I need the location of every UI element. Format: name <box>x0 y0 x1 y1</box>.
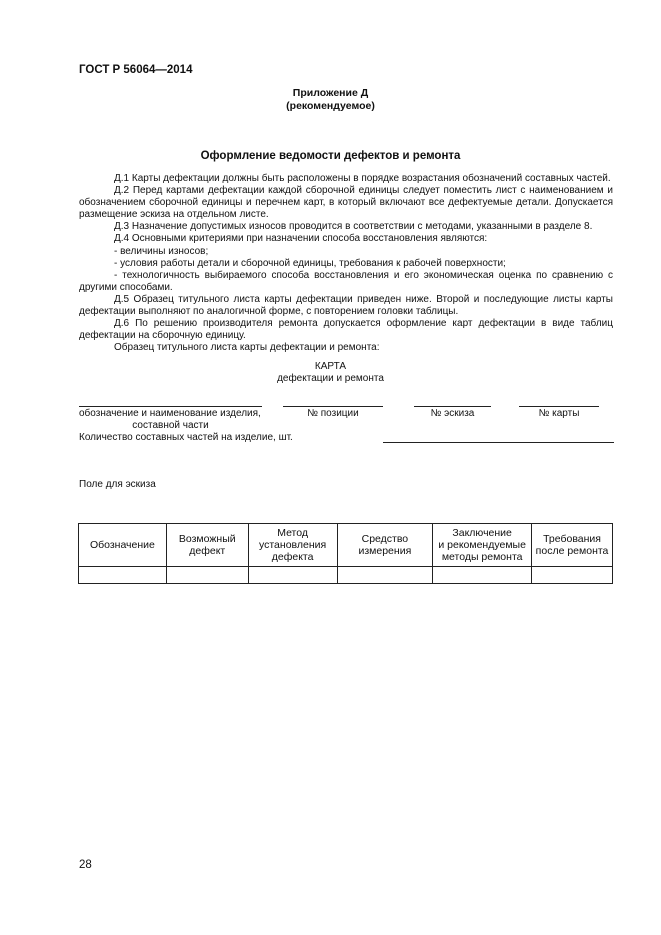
header-measuring-tool: Средство измерения <box>337 524 433 567</box>
paragraph: Д.1 Карты дефектации должны быть расположены в порядке возрастания обозначений составных частей. <box>114 173 611 184</box>
table-cell <box>433 567 532 584</box>
header-designation: Обозначение <box>79 524 167 567</box>
list-item: - технологичность выбираемого способа восстановления и его экономическая оценка по сравнению с другими способами. <box>79 269 613 293</box>
list-item: - величины износов; <box>114 245 209 257</box>
paragraph: Д.4 Основными критериями при назначении способа восстановления являются: <box>114 233 488 245</box>
paragraph: Д.2 Перед картами дефектации каждой сборочной единицы следует поместить лист с наименованием и обозначением сборочной единицы и перечнем карт, в который включают все дефектуемые детали. Допускается размещение эскиза на отдельном листе. <box>79 185 613 221</box>
table-row <box>79 567 613 584</box>
standard-designation: ГОСТ Р 56064—2014 <box>79 64 193 76</box>
sketch-number-label: № эскиза <box>430 408 475 419</box>
body-text <box>79 173 613 354</box>
defect-table <box>78 523 613 584</box>
table-cell <box>166 567 248 584</box>
card-subtitle: дефектации и ремонта <box>277 373 384 384</box>
table-cell <box>248 567 337 584</box>
header-requirements: Требования после ремонта <box>532 524 613 567</box>
appendix-note: (рекомендуемое) <box>286 100 375 112</box>
table-cell <box>532 567 613 584</box>
position-label: № позиции <box>307 408 359 419</box>
paragraph: Д.5 Образец титульного листа карты дефектации приведен ниже. Второй и последующие листы карты дефектации выполняют по аналогичной форме, с повторением головки таблицы. <box>79 293 613 318</box>
position-line <box>283 406 383 407</box>
table-cell <box>79 567 167 584</box>
quantity-line <box>383 442 614 443</box>
header-possible-defect: Возможный дефект <box>166 524 248 567</box>
paragraph: Д.6 По решению производителя ремонта допускается оформление карт дефектации в виде таблиц дефектации на сборочную единицу. <box>79 318 613 342</box>
header-conclusion: Заключение и рекомендуемые методы ремонта <box>433 524 532 567</box>
card-number-line <box>519 406 599 407</box>
sketch-number-line <box>414 406 491 407</box>
sketch-field-label: Поле для эскиза <box>79 479 156 490</box>
header-detection-method: Метод установления дефекта <box>248 524 337 567</box>
table-header-row <box>79 524 613 567</box>
card-title: КАРТА <box>314 361 347 372</box>
list-item: - условия работы детали и сборочной единицы, требования к рабочей поверхности; <box>114 257 506 269</box>
page-number: 28 <box>79 859 92 871</box>
designation-label: обозначение и наименование изделия, <box>79 408 261 419</box>
quantity-label: Количество составных частей на изделие, шт. <box>79 432 293 443</box>
appendix-title: Приложение Д <box>292 87 369 99</box>
designation-label-2: составной части <box>132 420 209 431</box>
designation-line <box>79 406 262 407</box>
card-number-label: № карты <box>538 408 580 419</box>
table-cell <box>337 567 433 584</box>
paragraph: Образец титульного листа карты дефектации и ремонта: <box>114 342 380 354</box>
section-title: Оформление ведомости дефектов и ремонта <box>200 150 461 162</box>
paragraph: Д.3 Назначение допустимых износов проводится в соответствии с методами, указанными в разделе 8. <box>114 221 593 233</box>
